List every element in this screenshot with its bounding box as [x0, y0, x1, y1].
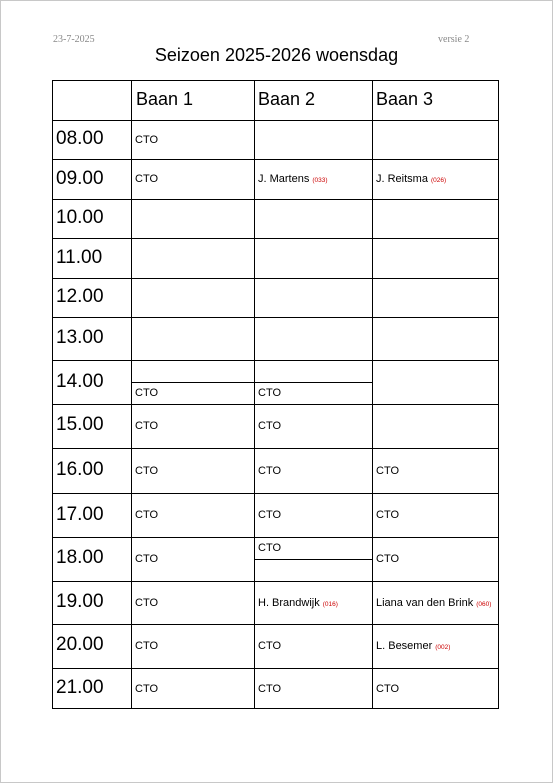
column-header-baan-3: Baan 3: [376, 89, 434, 109]
time-label: 09.00: [56, 168, 104, 189]
slot-cell: CTO: [135, 683, 159, 695]
document-date: 23-7-2025: [53, 34, 95, 45]
time-label: 16.00: [56, 459, 104, 480]
slot-cell: [258, 173, 328, 185]
slot-cell: [376, 173, 446, 185]
player-code: (060): [476, 601, 492, 608]
slot-cell: CTO: [376, 465, 400, 477]
document-version: versie 2: [438, 34, 470, 45]
player-name: L. Besemer: [376, 640, 433, 652]
slot-cell: CTO: [135, 509, 159, 521]
time-label: 20.00: [56, 634, 104, 655]
player-name: J. Reitsma: [376, 173, 428, 185]
slot-cell: CTO: [135, 387, 159, 399]
time-label: 15.00: [56, 414, 104, 435]
slot-cell: [376, 597, 491, 609]
slot-cell: CTO: [376, 509, 400, 521]
slot-cell: CTO: [135, 420, 159, 432]
slot-cell: CTO: [135, 173, 159, 185]
slot-cell: CTO: [258, 640, 282, 652]
player-name: H. Brandwijk: [258, 597, 320, 609]
time-label: 13.00: [56, 327, 104, 348]
time-label: 12.00: [56, 286, 104, 307]
player-name: Liana van den Brink: [376, 597, 474, 609]
time-label: 10.00: [56, 207, 104, 228]
player-code: (016): [322, 601, 338, 608]
column-header-baan-2: Baan 2: [258, 89, 316, 109]
player-name: J. Martens: [258, 173, 310, 185]
time-label: 11.00: [56, 247, 103, 268]
time-label: 19.00: [56, 591, 104, 612]
slot-cell: [258, 597, 338, 609]
page-title: Seizoen 2025-2026 woensdag: [154, 45, 399, 65]
column-header-baan-1: Baan 1: [136, 89, 194, 109]
slot-cell: CTO: [376, 683, 400, 695]
time-label: 18.00: [56, 547, 104, 568]
slot-cell: CTO: [135, 640, 159, 652]
slot-cell: CTO: [135, 134, 159, 146]
slot-cell: CTO: [258, 683, 282, 695]
player-code: (026): [430, 177, 447, 184]
player-code: (002): [435, 644, 451, 651]
schedule-table: [52, 80, 499, 709]
slot-cell: CTO: [135, 597, 159, 609]
slot-cell: CTO: [258, 465, 282, 477]
slot-cell: CTO: [258, 542, 282, 554]
slot-cell: CTO: [258, 387, 282, 399]
time-label: 17.00: [56, 504, 104, 525]
time-label: 08.00: [56, 128, 104, 149]
slot-cell: CTO: [258, 509, 282, 521]
player-code: (033): [312, 177, 328, 184]
slot-cell: CTO: [135, 465, 159, 477]
slot-cell: CTO: [376, 553, 400, 565]
slot-cell: CTO: [258, 420, 282, 432]
time-label: 14.00: [56, 371, 104, 392]
slot-cell: [376, 640, 450, 652]
time-label: 21.00: [56, 677, 104, 698]
slot-cell: CTO: [135, 553, 159, 565]
